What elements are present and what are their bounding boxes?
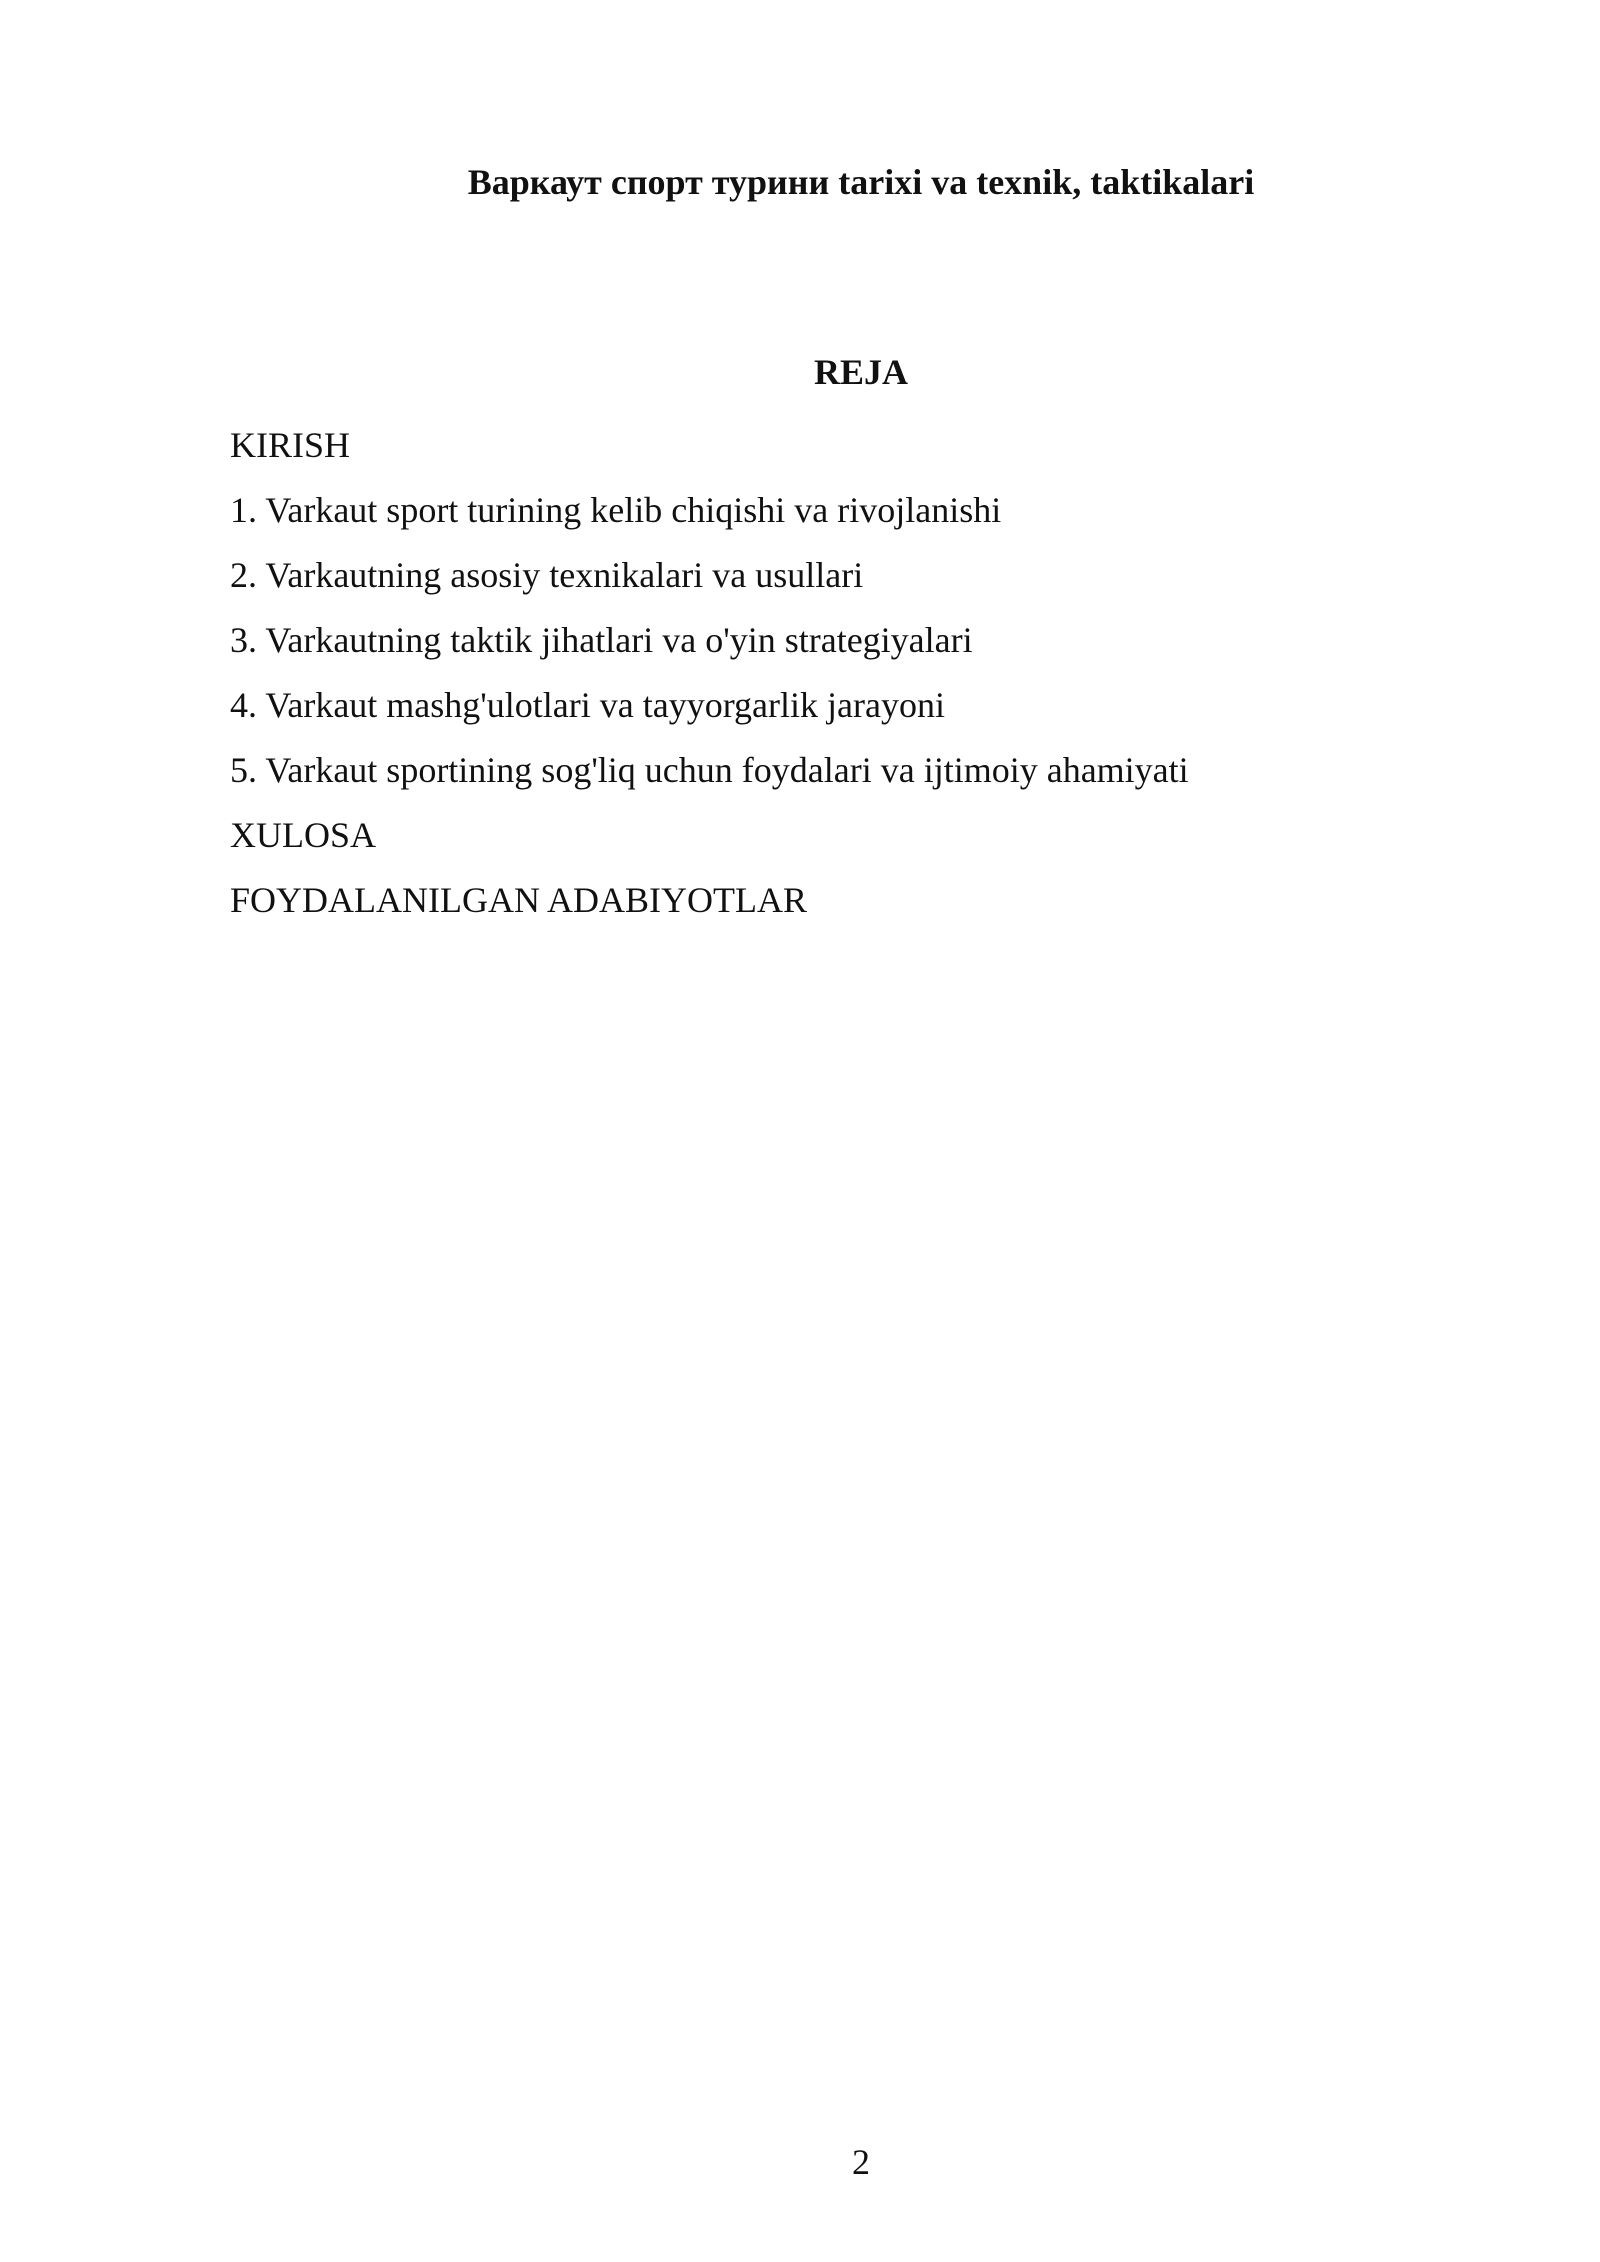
- plan-heading: REJA: [813, 352, 908, 392]
- plan-item-5: 5. Varkaut sportining sog'liq uchun foydalari va ijtimoiy ahamiyati: [230, 750, 1189, 790]
- plan-item-2: 2. Varkautning asosiy texnikalari va usullari: [230, 555, 864, 595]
- plan-item-introduction: KIRISH: [230, 425, 351, 465]
- plan-item-4: 4. Varkaut mashg'ulotlari va tayyorgarlik jarayoni: [230, 685, 945, 725]
- plan-item-3: 3. Varkautning taktik jihatlari va o'yin strategiyalari: [230, 620, 973, 660]
- plan-item-references: FOYDALANILGAN ADABIYOTLAR: [230, 880, 807, 920]
- plan-item-1: 1. Varkaut sport turining kelib chiqishi va rivojlanishi: [230, 490, 1002, 530]
- plan-list: [230, 420, 1492, 940]
- document-title: Варкаут спорт турини tarixi va texnik, taktikalari: [467, 162, 1255, 202]
- plan-item-conclusion: XULOSA: [230, 815, 377, 855]
- page-number: 2: [852, 2142, 870, 2182]
